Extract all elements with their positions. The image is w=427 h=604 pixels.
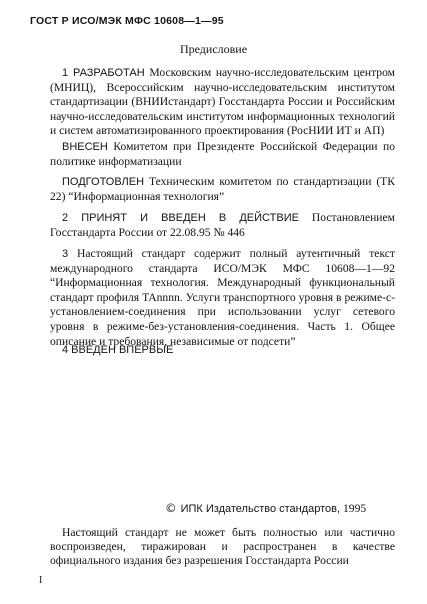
paragraph-developed-by <box>50 66 395 139</box>
paragraph-lead: 4 ВВЕДЕН ВПЕРВЫЕ <box>62 344 174 356</box>
reproduction-notice: Настоящий стандарт не может быть полностью или частично воспроизведен, тиражирован и распространен в качестве официального издания без разрешения Госстандарта России <box>50 526 395 567</box>
paragraph-lead: 1 РАЗРАБОТАН <box>62 67 145 79</box>
paragraph-text: Комитетом при Президенте Российской Федерации по политике информатизации <box>50 140 395 168</box>
paragraph-first-introduced <box>50 343 395 358</box>
paragraph-lead: 2 ПРИНЯТ И ВВЕДЕН В ДЕЙСТВИЕ <box>62 212 299 224</box>
copyright-line <box>165 501 366 515</box>
paragraph-text: Московским научно-исследовательским центром (МНИЦ), Всероссийским научно-исследовательским институтом стандартизации (ВНИИстандарт) Госстандарта России и Российским научно-исследовательским институтом информационных технологий и систем автоматизированного проектирования (РосНИИ ИТ и АП) <box>50 66 396 138</box>
paragraph-lead: ПОДГОТОВЛЕН <box>62 176 145 188</box>
document-header: ГОСТ Р ИСО/МЭК МФС 10608—1—95 <box>30 15 224 27</box>
paragraph-text: Постановлением Госстандарта России от 22.08.95 № 446 <box>50 211 395 239</box>
page-number: I <box>39 575 43 586</box>
copyright-publisher: ИПК Издательство стандартов, <box>180 503 341 515</box>
paragraph-standard-content <box>50 247 395 349</box>
copyright-symbol: © <box>165 501 177 515</box>
paragraph-text: Техническим комитетом по стандартизации (ТК 22) “Информационная технология” <box>50 175 395 203</box>
page-title: Предисловие <box>179 42 248 56</box>
paragraph-introduced-by <box>50 140 395 169</box>
paragraph-adopted <box>50 211 395 240</box>
paragraph-lead: 3 <box>62 248 69 260</box>
paragraph-prepared-by <box>50 175 395 204</box>
paragraph-text: Настоящий стандарт содержит полный аутентичный текст международного стандарта ИСО/МЭК МФС 10608—1—92 “Информационная технология. Международный функциональный стандарт профиля TAnnnn. Услуги транспортного уровня в режиме-с-установлением-соединения при использовании услуг сетевого уровня в режиме-без-установления-соединения. Часть 1. Общее описание и требования, независимые от подсети” <box>50 247 395 348</box>
paragraph-lead: ВНЕСЕН <box>62 141 108 153</box>
copyright-year: 1995 <box>342 502 367 515</box>
